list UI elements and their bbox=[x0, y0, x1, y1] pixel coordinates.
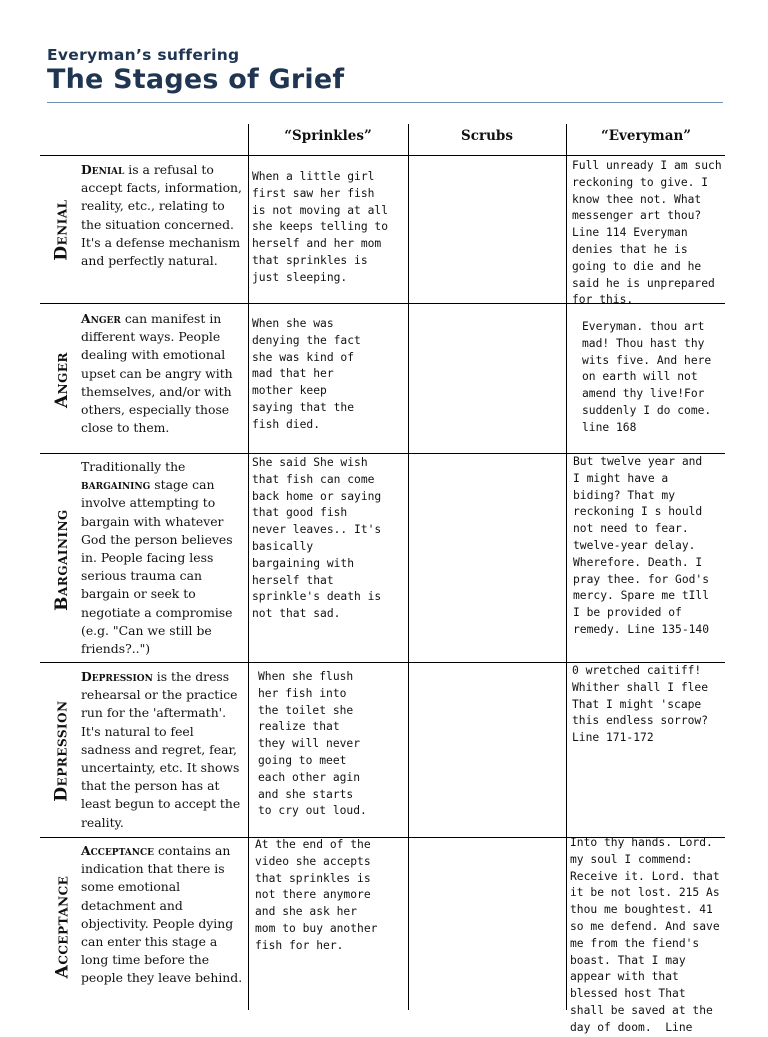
document-subtitle: Everyman’s suffering bbox=[47, 46, 240, 64]
definition-anger: Anger can manifest in different ways. People dealing with emotional upset can be angry with themselves, and/or with others, especially those close to them. bbox=[81, 311, 233, 436]
title-divider bbox=[47, 102, 723, 103]
term-bargaining: bargaining bbox=[81, 477, 151, 493]
column-header-scrubs: Scrubs bbox=[461, 128, 513, 144]
stage-label-acceptance: Acceptance bbox=[52, 875, 72, 979]
term-anger: Anger bbox=[81, 311, 121, 326]
definition-denial: Denial is a refusal to accept facts, information, reality, etc., relating to the situation concerned. It's a defense mechanism and perfectly natural. bbox=[81, 162, 242, 269]
table-line bbox=[408, 124, 409, 1010]
everyman-cell-acceptance: Into thy hands. Lord. my soul I commend: Receive it. Lord. that it be not lost. 215 As thou me boughtest. 41 so me defend. And save me from the fiend's boast. That I may appear with that blessed host That shall be saved at the day of doom. Line bbox=[570, 836, 720, 1034]
sprinkles-cell-anger: When she was denying the fact she was kind of mad that her mother keep saying that the fish died. bbox=[252, 317, 361, 431]
sprinkles-cell-acceptance: At the end of the video she accepts that sprinkles is not there anymore and she ask her mom to buy another fish for her. bbox=[255, 838, 378, 952]
everyman-cell-bargaining: But twelve year and I might have a biding? That my reckoning I s hould not need to fear. twelve-year delay. Wherefore. Death. I pray thee. for God's mercy. Spare me tIll I be provided of remedy. Line 135-140 bbox=[573, 455, 710, 636]
term-depression: Depression bbox=[81, 669, 153, 684]
everyman-cell-depression: 0 wretched caitiff! Whither shall I flee That I might 'scape this endless sorrow? Line 171-172 bbox=[572, 664, 709, 745]
everyman-cell-denial: Full unready I am such reckoning to give. I know thee not. What messenger art thou? Line 114 Everyman denies that he is going to die and he said he is unprepared for this. bbox=[572, 159, 722, 307]
stage-label-depression: Depression bbox=[52, 699, 73, 802]
sprinkles-cell-denial: When a little girl first saw her fish is not moving at all she keeps telling to herself and her mom that sprinkles is just sleeping. bbox=[252, 170, 389, 284]
definition-bargaining: Traditionally the bargaining stage can involve attempting to bargain with whatever God the person believes in. People facing less serious trauma can bargain or seek to negotiate a compromise (e.g. "Can we still be friends?..") bbox=[81, 459, 233, 657]
sprinkles-cell-bargaining: She said She wish that fish can come back home or saying that good fish never leaves.. It's basically bargaining with herself that sprinkle's death is not that sad. bbox=[252, 456, 382, 621]
everyman-cell-anger: Everyman. thou art mad! Thou hast thy wits five. And here on earth will not amend thy live!For suddenly I do come. line 168 bbox=[582, 320, 712, 434]
table-line bbox=[40, 155, 725, 156]
definition-acceptance: Acceptance contains an indication that there is some emotional detachment and objectivity. People dying can enter this stage a long time before the people they leave behind. bbox=[81, 843, 243, 986]
table-line bbox=[566, 124, 567, 1010]
document-title: The Stages of Grief bbox=[47, 64, 345, 95]
term-denial: Denial bbox=[81, 162, 125, 177]
stage-label-bargaining: Bargaining bbox=[52, 509, 72, 611]
table-line bbox=[248, 124, 249, 1010]
stage-label-anger: Anger bbox=[52, 351, 72, 409]
definition-depression: Depression is the dress rehearsal or the practice run for the 'aftermath'. It's natural to feel sadness and regret, fear, uncertainty, etc. It shows that the person has at least begun to accept the reality. bbox=[81, 669, 241, 830]
stage-label-denial: Denial bbox=[52, 199, 72, 261]
column-header-everyman: “Everyman” bbox=[600, 128, 692, 144]
sprinkles-cell-depression: When she flush her fish into the toilet she realize that they will never going to meet each other agin and she starts to cry out loud. bbox=[258, 670, 367, 818]
column-header-sprinkles: “Sprinkles” bbox=[284, 128, 372, 144]
term-acceptance: Acceptance bbox=[81, 843, 155, 858]
